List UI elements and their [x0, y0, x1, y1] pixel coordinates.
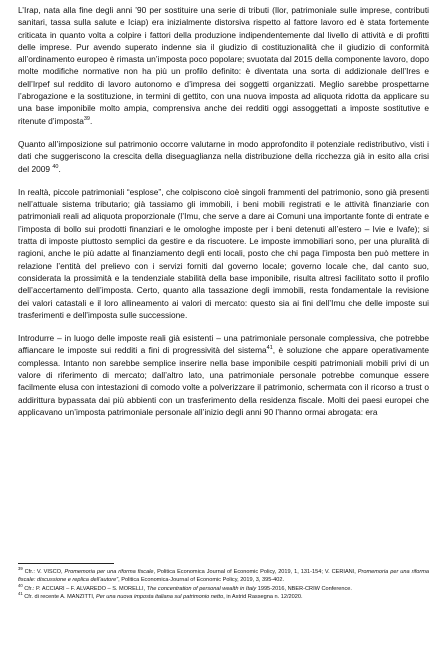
footnote-39 [18, 568, 429, 585]
footnote-ref-41[interactable]: 41 [266, 345, 273, 352]
footnote-title: Promemoria per una riforma fiscale [64, 569, 154, 575]
document-body [18, 4, 429, 418]
paragraph-text-tail: , è soluzione che appare operativamente complessa. Intanto non sarebbe semplice inserire nella base imponibile cespiti patrimoniali mobili privi di un valore di riferimento di mercato; dall’altro lato, una patrimoniale personale potrebbe comunque essere facilmente elusa con intestazioni di comodo volte a polverizzare il patrimonio, schermata con il ricorso a trust o addirittura bypassata dai più abbienti con un trasferimento della residenza fiscale. Molti dei paesi europei che applicavano un’imposta patrimoniale personale all’inizio degli anni 90 l’hanno ormai abrogata: era [18, 345, 429, 417]
footnote-text: Cfr.: V. VISCO, [22, 569, 65, 575]
footnote-41 [18, 593, 429, 601]
footnote-text: 1995-2016, NBER-CRIW Conference. [256, 585, 352, 592]
paragraph-text-tail: . [89, 115, 93, 126]
footnote-ref-40[interactable]: 40 [52, 163, 59, 170]
footnote-title: Promemoria per una riforma fiscale: discussione e replica dell’autore” [18, 569, 429, 584]
footnote-title: Per una nuova imposta italiana sul patrimonio netto [96, 594, 224, 601]
paragraph-patrimonio [18, 138, 429, 175]
footnote-number: 39 [18, 566, 23, 572]
footnote-separator [18, 563, 114, 564]
footnote-title: The concentration of personal wealth in Italy [146, 585, 257, 592]
paragraph-text-tail: . [58, 163, 61, 174]
footnote-number: 41 [18, 591, 23, 597]
paragraph-patrimoniale-personale [18, 332, 429, 418]
footnotes [18, 568, 429, 602]
footnote-40 [18, 582, 429, 593]
footnote-text: , Politica Economica-Journal of Economic Policy, 2019, 3, 395-402. [118, 577, 285, 584]
footnote-text: Cfr. di recente A. MANZITTI, [22, 594, 97, 601]
footnote-text: , Politica Economica Journal of Economic Policy, 2019, 1, 131-154; V. CERIANI, [153, 569, 358, 575]
footnote-number: 40 [18, 582, 23, 588]
paragraph-text: L’Irap, nata alla fine degli anni ’90 per sostituire una serie di tributi (Ilor, patrimoniale sulle imprese, contributi sanitari, tassa sulla salute e Iciap) era inizialmente distorsiva rispetto al fattore lavoro ed è stata fortemente criticata in quanto volta a colpire i fattori della produzione indipendentemente dal livello di attività e di profitti delle imprese. Pur avendo superato indenne sia il giudizio di costituzionalità che il giudizio di conformità all’ordinamento europeo è rimasta un’imposta poco popolare; svuotata dal 2015 della componente lavoro, dopo molte modifiche normative non ha più un profilo definito: è diventata una sorta di addizionale dell’Ires e dell’Irpef sul reddito di lavoro autonomo e d’impresa dei soggetti organizzati. Meglio sarebbe prospettarne l’abrogazione e la sostituzione, in termini di gettito, con una nuova imposta ad aliquota ridotta da applicare su una base imponibile molto ampia, comprensiva anche dei redditi oggi assoggettati a imposte sostitutive e ritenute d’imposta [18, 5, 429, 126]
paragraph-text: In realtà, piccole patrimoniali “esplose”, che colpiscono cioè singoli frammenti del patrimonio, sono già presenti nell’attuale sistema tributario; già tassiamo gli immobili, i beni mobili registrati e le attività finanziarie con patrimoniali reali ad aliquota proporzionale (l’Imu, che serve a dare ai Comuni una importante fonte di entrate e l’imposta di bollo sui prodotti finanziari e le omologhe imposte per i beni detenuti all’estero – Ivie e Ivafe); si tratta di imposte piuttosto semplici da gestire e da riscuotere. Le imposte immobiliari sono, per una pluralità di ragioni, anche le più adatte al finanziamento degli enti locali, posto che chi paga l’imposta ben può mettere in relazione l’entità del prelievo con i servizi forniti dal governo locale; governo locale che, dal canto suo, considerata la prossimità e la tendenziale stabilità della base imponibile, risulta altresì facilitato sotto il profilo dell’accertamento dell’imposta. Certo, quanto alla tassazione degli immobili, resta fondamentale la revisione dei valori catastali e il loro allineamento ai valori di mercato: questo sia ai fini dell’Imu che delle imposte sui trasferimenti e dell’imposta sulle successione. [18, 186, 429, 320]
paragraph-text: Quanto all’imposizione sul patrimonio occorre valutarne in modo approfondito il potenziale redistributivo, visti i dati che suggeriscono la crescita della diseguaglianza nella distribuzione della ricchezza già in esito alla crisi del 2009 [18, 138, 429, 174]
paragraph-text: Introdurre – in luogo delle imposte reali già esistenti – una patrimoniale personale complessiva, che potrebbe affiancare le imposte sui redditi a fini di progressività del sistema [18, 333, 429, 356]
paragraph-irap [18, 4, 429, 127]
footnote-ref-39[interactable]: 39 [83, 115, 90, 122]
footnote-text: , in Astrid Rassegna n. 12/2020. [223, 594, 303, 601]
paragraph-patrimoniali-esplose [18, 186, 429, 321]
footnote-text: Cfr.: P. ACCIARI – F. ALVAREDO – S. MORELLI, [22, 585, 147, 592]
